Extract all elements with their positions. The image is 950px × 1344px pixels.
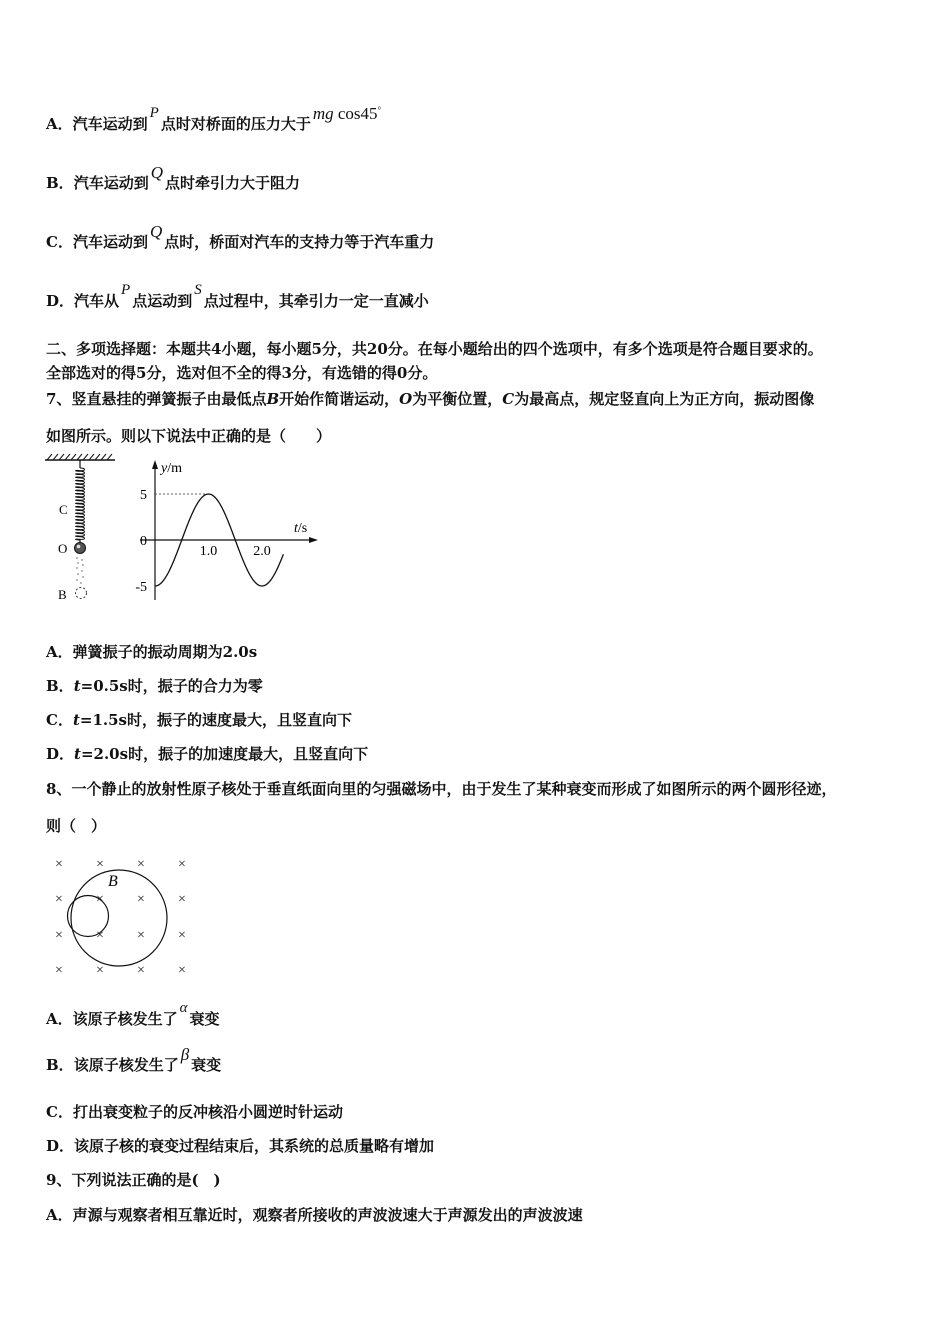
field-cross-mark: × (96, 963, 104, 978)
q7-stem-line1: 7、竖直悬挂的弹簧振子由最低点B开始作简谐运动，O为平衡位置，C为最高点，规定竖直向上为正方向，振动图像 (46, 390, 815, 408)
t-axis-label: t/s (294, 521, 308, 536)
math-var-q: Q (149, 222, 163, 241)
field-cross-mark: × (137, 892, 145, 907)
ceiling-hatch (45, 454, 115, 460)
q7-stem-line2: 如图所示。则以下说法中正确的是（ ） (46, 427, 332, 445)
spring-label-c: C (59, 502, 68, 517)
field-cross-mark: × (55, 892, 63, 907)
q6-option-b: B．汽车运动到Q点时牵引力大于阻力 (46, 163, 300, 192)
y-tick-label: 0 (140, 534, 147, 549)
oscillator-ball (75, 543, 86, 554)
stretched-spring-dotted (76, 557, 84, 584)
q6-option-c: C．汽车运动到Q点时，桥面对汽车的支持力等于汽车重力 (46, 222, 435, 251)
field-cross-mark: × (178, 928, 186, 943)
field-cross-mark: × (96, 857, 104, 872)
large-track-circle (71, 870, 167, 966)
y-tick-label: -5 (135, 580, 147, 595)
q7-figure (40, 450, 340, 610)
field-cross-mark: × (55, 928, 63, 943)
field-cross-mark: × (178, 963, 186, 978)
spring-label-b: B (58, 587, 67, 602)
math-var-p: P (121, 282, 131, 298)
q8-option-c: C．打出衰变粒子的反冲核沿小圆逆时针运动 (46, 1103, 343, 1121)
math-var-p: P (149, 105, 159, 121)
field-cross-mark: × (96, 892, 104, 907)
field-cross-mark: × (178, 892, 186, 907)
q9-option-a: A．声源与观察者相互靠近时，观察者所接收的声波波速大于声源发出的声波波速 (46, 1206, 583, 1224)
y-axis-arrow (152, 460, 158, 469)
section2-header-line1: 二、多项选择题：本题共4小题，每小题5分，共20分。在每小题给出的四个选项中，有多个选项是符合题目要求的。 (46, 340, 823, 358)
q9-stem: 9、下列说法正确的是( ) (46, 1171, 221, 1189)
spring-coil (76, 468, 85, 540)
math-var-s: S (194, 282, 202, 298)
q6-option-d: D．汽车从P点运动到S点过程中，其牵引力一定一直减小 (46, 282, 429, 310)
t-tick-label: 1.0 (199, 544, 218, 559)
math-expression: mg cos45° (312, 104, 382, 123)
q8-option-a: A．该原子核发生了α衰变 (46, 1000, 220, 1028)
q7-option-a: A．弹簧振子的振动周期为2.0s (46, 643, 258, 661)
spring-label-o: O (58, 541, 68, 556)
q7-option-d: D．t=2.0s时，振子的加速度最大，且竖直向下 (46, 745, 369, 763)
small-track-circle (68, 896, 109, 937)
q8-option-b: B．该原子核发生了β衰变 (46, 1045, 222, 1074)
lowest-position-ball (76, 588, 87, 599)
field-cross-mark: × (137, 963, 145, 978)
math-var-q: Q (150, 163, 163, 182)
q8-stem-line1: 8、一个静止的放射性原子核处于垂直纸面向里的匀强磁场中，由于发生了某种衰变而形成了如图所示的两个圆形径迹， (46, 780, 837, 798)
field-cross-mark: × (178, 857, 186, 872)
q8-magnetic-field-figure (40, 846, 210, 981)
q7-option-b: B．t=0.5s时，振子的合力为零 (46, 677, 263, 695)
q6-option-a: A．汽车运动到P点时对桥面的压力大于mg cos45° (46, 104, 382, 133)
alpha-symbol: α (179, 1000, 188, 1016)
q7-option-c: C．t=1.5s时，振子的速度最大，且竖直向下 (46, 711, 353, 729)
y-axis-label: y/m (161, 461, 182, 476)
q8-stem-line2: 则（ ） (46, 817, 107, 835)
beta-symbol: β (180, 1045, 190, 1064)
q8-option-d: D．该原子核的衰变过程结束后，其系统的总质量略有增加 (46, 1137, 435, 1155)
field-cross-mark: × (55, 963, 63, 978)
y-tick-label: 5 (140, 488, 147, 503)
field-cross-mark: × (55, 857, 63, 872)
t-axis-arrow (309, 537, 318, 543)
field-label-b: B (108, 873, 118, 890)
t-tick-label: 2.0 (253, 544, 271, 559)
section2-header-line2: 全部选对的得5分，选对但不全的得3分，有选错的得0分。 (46, 364, 438, 382)
field-crosses (55, 857, 186, 978)
field-cross-mark: × (96, 928, 104, 943)
field-cross-mark: × (137, 928, 145, 943)
field-cross-mark: × (137, 857, 145, 872)
vibration-graph (135, 460, 318, 600)
